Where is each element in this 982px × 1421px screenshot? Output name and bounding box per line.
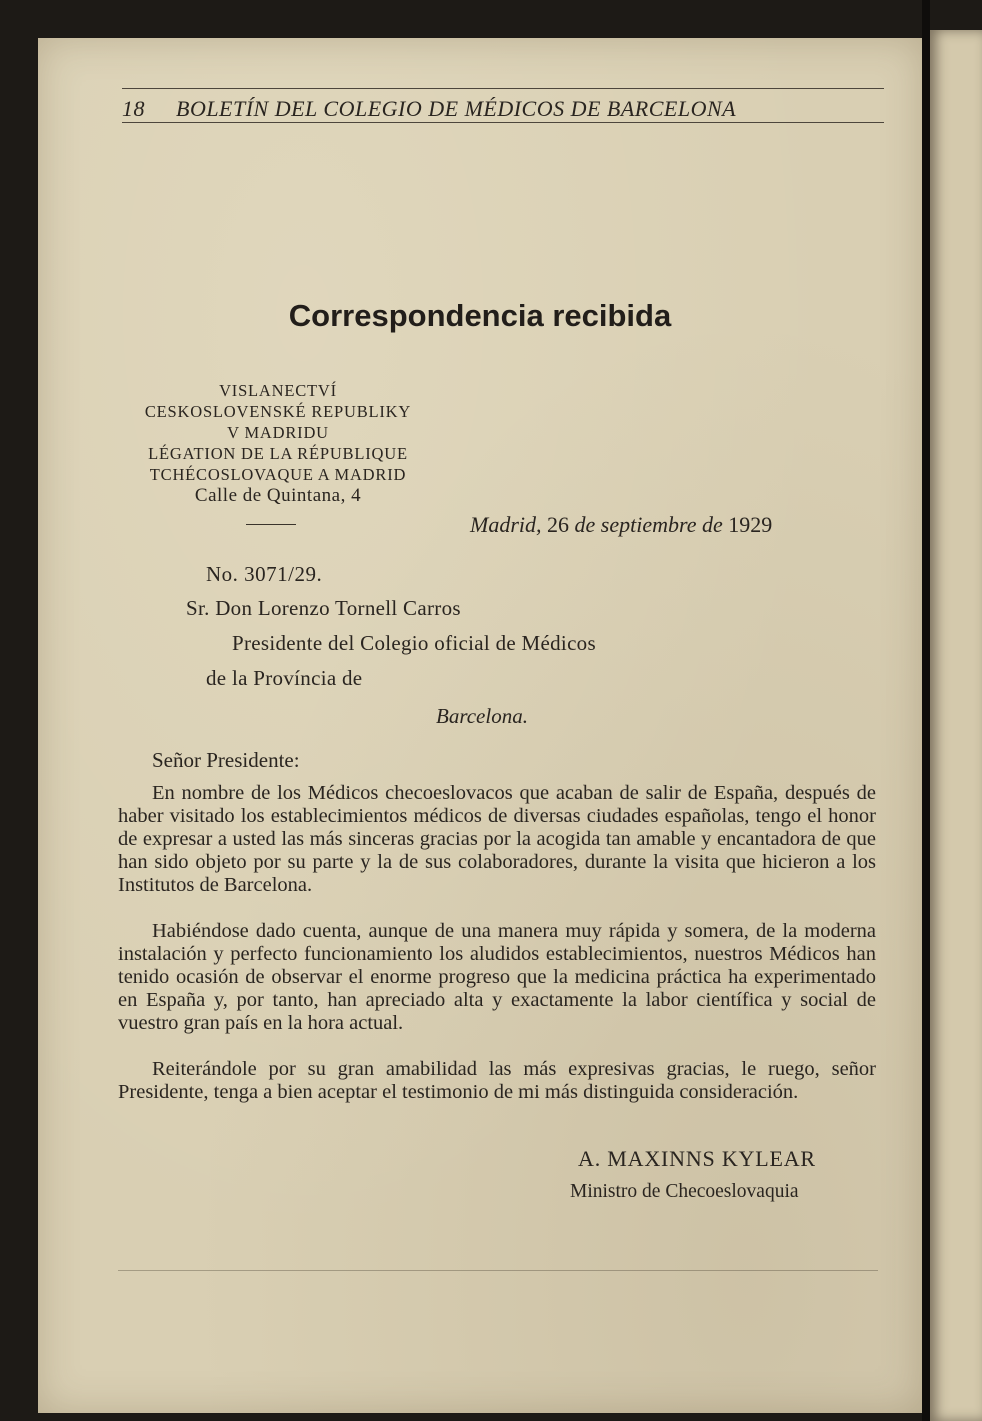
- letter-paragraph-1: En nombre de los Médicos checoeslovacos que acaban de salir de España, después de haber visitado los establecimientos médicos de diversas ciudades españolas, tengo el honor de expresar a usted las más sinceras gracias por la acogida tan amable y encantadora de que han sido objeto por su parte y la de sus colaboradores, durante la visita que hicieron a los Institutos de Barcelona.: [118, 782, 876, 896]
- footer-rule: [118, 1270, 878, 1271]
- date-de: de: [701, 512, 723, 537]
- book-spine-shadow: [922, 0, 930, 1421]
- date-day: 26: [547, 512, 569, 537]
- letterhead-rule: [246, 524, 296, 525]
- date-de: de: [574, 512, 596, 537]
- letterhead-address: Calle de Quintana, 4: [194, 485, 362, 506]
- letterhead-line: LÉGATION DE LA RÉPUBLIQUE: [148, 444, 408, 463]
- salutation: Señor Presidente:: [152, 748, 300, 772]
- addressee-position: Presidente del Colegio oficial de Médicos: [232, 631, 596, 655]
- signature-name: A. MAXINNS KYLEAR: [578, 1146, 816, 1171]
- date-place: Madrid,: [470, 512, 542, 537]
- running-header: [122, 96, 882, 120]
- letterhead-line: V MADRIDU: [227, 423, 329, 442]
- adjacent-page-edge: [930, 30, 982, 1421]
- letter-paragraph-2: Habiéndose dado cuenta, aunque de una manera muy rápida y somera, de la moderna instalación y perfecto funcionamiento los aludidos establecimientos, nuestros Médicos han tenido ocasión de observar el enorme progreso que la medicina práctica ha experimentado en España y, por tanto, han apreciado alta y exactamente la labor científica y social de vuestro gran país en la hora actual.: [118, 920, 876, 1034]
- letter-date: [470, 512, 772, 538]
- signature-title: Ministro de Checoeslovaquia: [570, 1181, 799, 1202]
- section-title: Correspondencia recibida: [288, 298, 672, 333]
- letterhead: [118, 380, 438, 506]
- header-top-rule: [122, 88, 884, 89]
- date-year: 1929: [728, 512, 773, 537]
- addressee-province: de la Província de: [206, 666, 363, 690]
- addressee-name: Sr. Don Lorenzo Tornell Carros: [186, 596, 461, 620]
- header-bottom-rule: [122, 122, 884, 123]
- letter-paragraph-3: Reiterándole por su gran amabilidad las más expresivas gracias, le ruego, señor Presidente, tenga a bien aceptar el testimonio de mi más distinguida consideración.: [118, 1058, 876, 1103]
- letterhead-line: VISLANECTVÍ: [219, 381, 337, 400]
- reference-number: No. 3071/29.: [206, 562, 323, 586]
- letterhead-line: TCHÉCOSLOVAQUE A MADRID: [149, 465, 407, 484]
- page-number: 18: [122, 96, 145, 121]
- letterhead-line: CESKOSLOVENSKÉ REPUBLIKY: [144, 402, 412, 421]
- journal-title: BOLETÍN DEL COLEGIO DE MÉDICOS DE BARCELONA: [176, 96, 737, 121]
- addressee-city: Barcelona.: [436, 704, 528, 728]
- journal-page: [38, 38, 922, 1413]
- date-month: septiembre: [600, 512, 697, 537]
